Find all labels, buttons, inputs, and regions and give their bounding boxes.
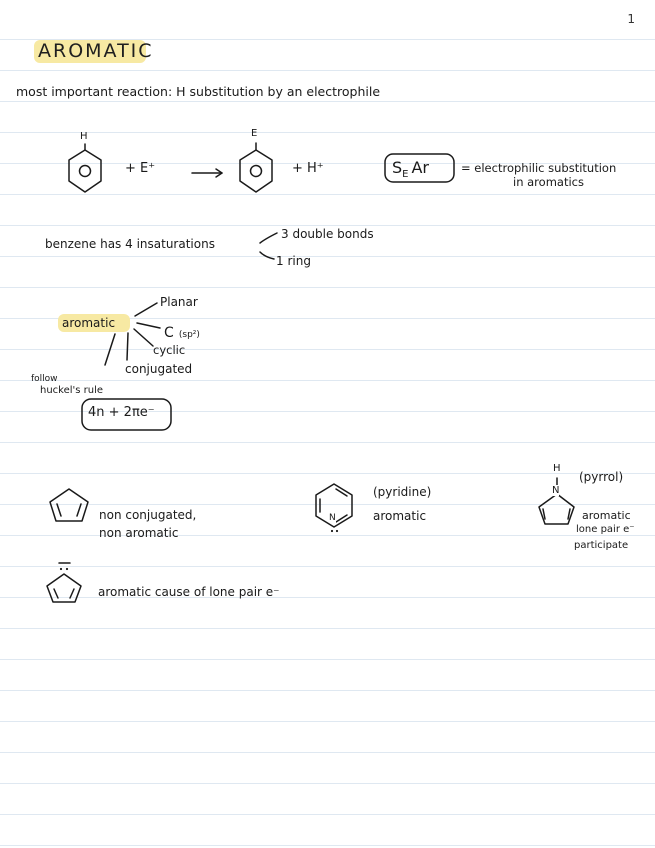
intro-text: most important reaction: H substitution by an electrophile — [16, 84, 381, 99]
cyclopentadiene-line1: non conjugated, — [99, 508, 197, 522]
huckel-rule-text: huckel's rule — [40, 385, 104, 396]
pyridine-name: (pyridine) — [373, 485, 432, 499]
huckel-formula: 4n + 2πe⁻ — [88, 405, 155, 420]
pyrrole-h-label: H — [553, 463, 561, 474]
pyridine-structure — [316, 484, 352, 532]
sear-sub: E — [402, 169, 409, 181]
aromatic-branches — [105, 303, 160, 365]
product-substituent-label: E — [251, 128, 258, 139]
byproduct-text: + H⁺ — [292, 161, 324, 176]
sear-tail: Ar — [411, 158, 430, 177]
benzene-product — [240, 143, 272, 192]
benzene-reactant — [69, 144, 101, 192]
follow-text: follow — [31, 374, 58, 384]
ring-text: 1 ring — [276, 254, 311, 268]
page-number: 1 — [627, 12, 635, 26]
page-title: AROMATIC — [38, 40, 154, 62]
benzene-branch — [260, 233, 277, 259]
cyclopentadienyl-anion-structure — [47, 563, 81, 602]
carbon-hybridization: (sp²) — [178, 330, 200, 340]
reactant-substituent-label: H — [80, 131, 88, 142]
carbon-letter: C — [164, 325, 174, 341]
cyclopentadienyl-anion-text: aromatic cause of lone pair e⁻ — [98, 585, 280, 599]
criterion-carbon — [164, 322, 200, 341]
cyclopentadiene-line2: non aromatic — [99, 526, 179, 540]
pyridine-status: aromatic — [373, 509, 427, 523]
pyrrole-line1: aromatic — [582, 509, 631, 522]
criterion-planar: Planar — [160, 295, 198, 309]
criterion-conjugated: conjugated — [125, 362, 193, 376]
pyridine-atom-label: N — [329, 513, 336, 523]
pyrrole-line3: participate — [574, 540, 629, 551]
pyrrole-line2: lone pair e⁻ — [576, 524, 635, 535]
sear-definition-line1: = electrophilic substitution — [461, 161, 617, 175]
double-bonds-text: 3 double bonds — [281, 227, 374, 241]
benzene-insaturations-text: benzene has 4 insaturations — [45, 237, 215, 251]
pyrrole-name: (pyrrol) — [579, 470, 624, 484]
criterion-cyclic: cyclic — [153, 343, 186, 357]
reaction-arrow — [192, 169, 222, 177]
sear-definition-line2: in aromatics — [513, 175, 584, 189]
aromatic-head: aromatic — [62, 316, 116, 330]
sear-label — [392, 158, 429, 180]
pyrrole-atom-label: N — [552, 485, 560, 496]
reagent-text: + E⁺ — [125, 161, 156, 176]
cyclopentadiene-structure — [50, 489, 88, 521]
sear-main: S — [392, 158, 403, 177]
